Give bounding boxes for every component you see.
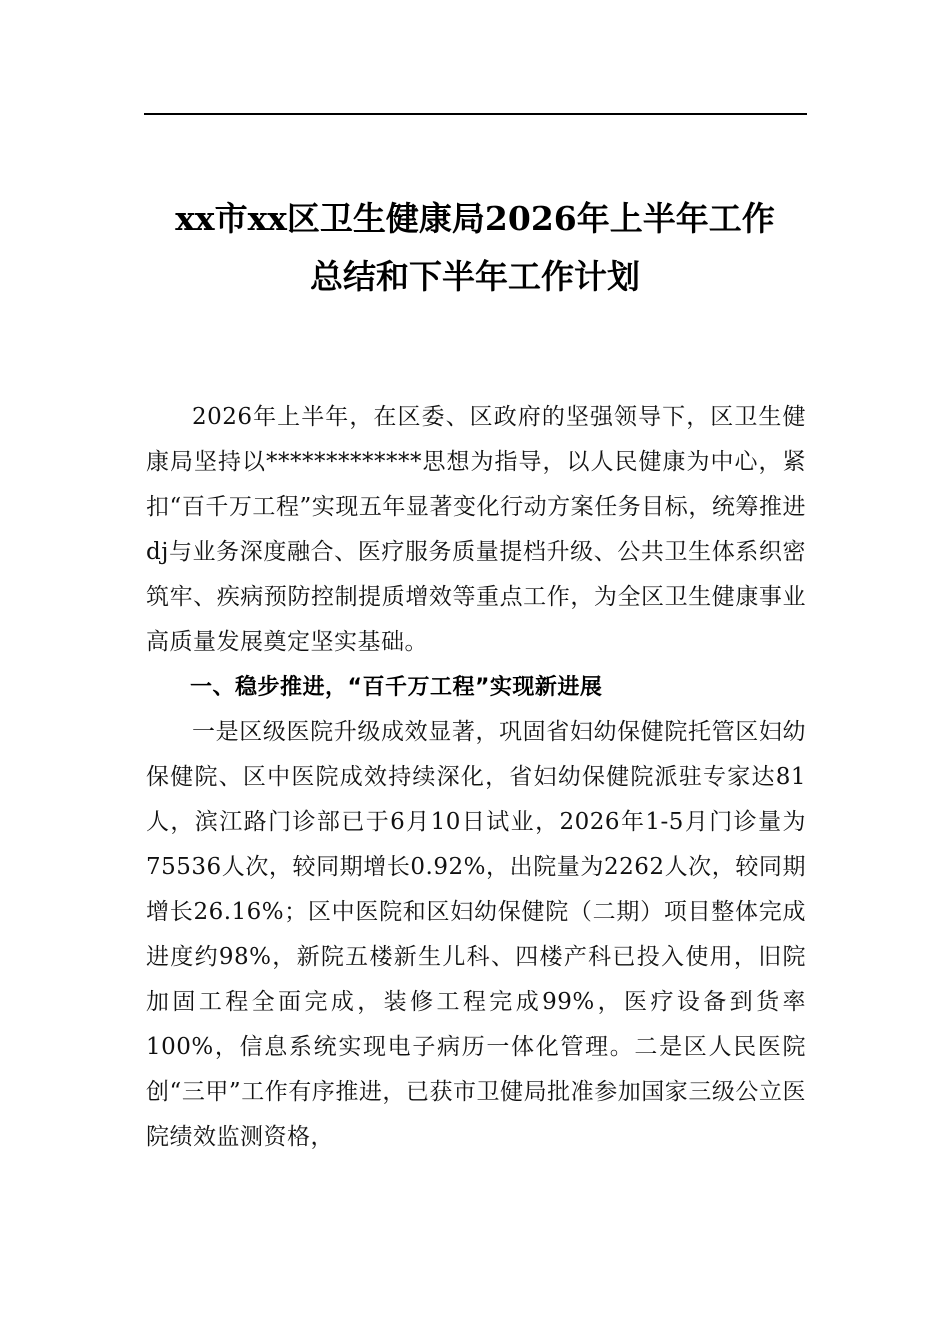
document-body: [146, 395, 806, 1160]
header-rule: [144, 113, 807, 115]
section-1-paragraph: 一是区级医院升级成效显著，巩固省妇幼保健院托管区妇幼保健院、区中医院成效持续深化，省妇幼保健院派驻专家达81人，滨江路门诊部已于6月10日试业，2026年1-5月门诊量为75536人次，较同期增长0.92%，出院量为2262人次，较同期增长26.16%；区中医院和区妇幼保健院（二期）项目整体完成进度约98%，新院五楼新生儿科、四楼产科已投入使用，旧院加固工程全面完成，装修工程完成99%，医疗设备到货率100%，信息系统实现电子病历一体化管理。二是区人民医院创“三甲”工作有序推进，已获市卫健局批准参加国家三级公立医院绩效监测资格，: [146, 719, 806, 1150]
title-line-1: xx市xx区卫生健康局2026年上半年工作: [175, 199, 775, 238]
document-title: [140, 190, 810, 306]
title-line-2: 总结和下半年工作计划: [310, 257, 640, 296]
intro-paragraph: 2026年上半年，在区委、区政府的坚强领导下，区卫生健康局坚持以*************思想为指导，以人民健康为中心，紧扣“百千万工程”实现五年显著变化行动方案任务目标，统筹推进dj与业务深度融合、医疗服务质量提档升级、公共卫生体系织密筑牢、疾病预防控制提质增效等重点工作，为全区卫生健康事业高质量发展奠定坚实基础。: [146, 404, 806, 655]
section-heading-1: 一、稳步推进，“百千万工程”实现新进展: [190, 675, 603, 700]
